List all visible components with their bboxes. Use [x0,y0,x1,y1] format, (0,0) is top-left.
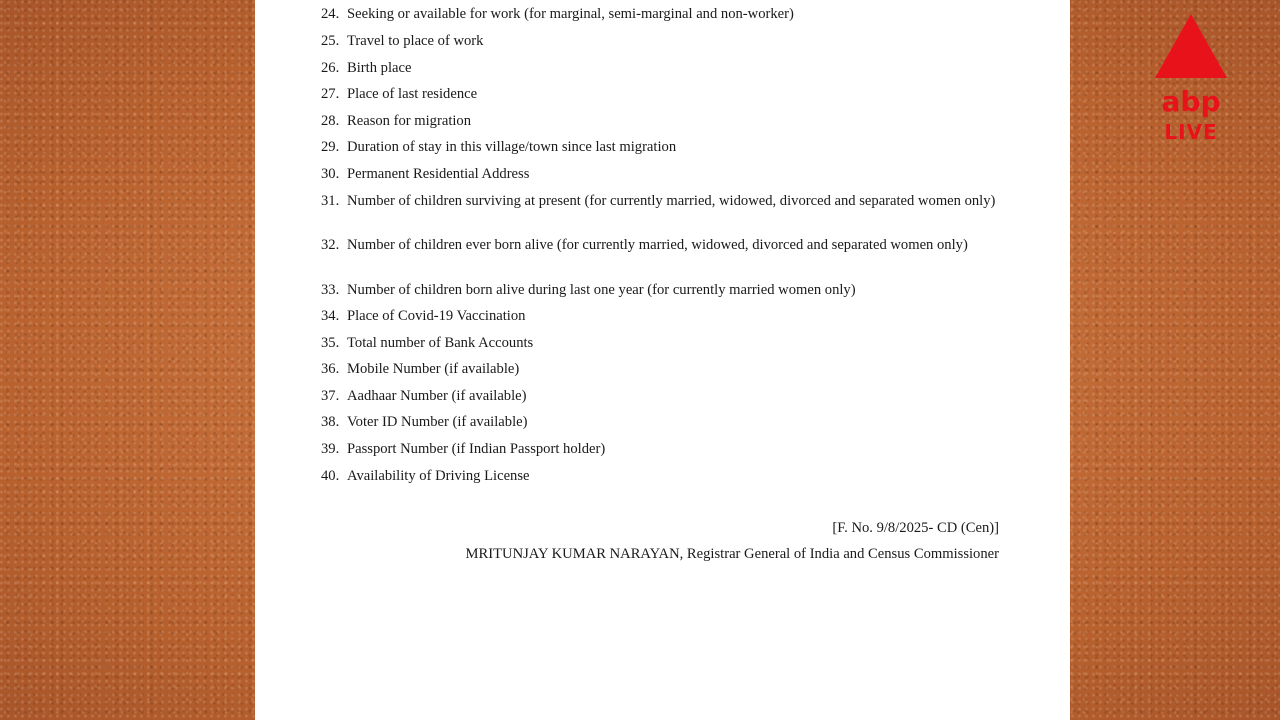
item-text: Aadhaar Number (if available) [347,388,527,404]
item-number: 34. [321,308,340,324]
item-number: 39. [321,441,340,457]
file-reference: [F. No. 9/8/2025- CD (Cen)] [832,520,999,536]
item-number: 35. [321,335,340,351]
item-number: 32. [321,237,340,253]
item-number: 30. [321,166,340,182]
item-text: Number of children ever born alive (for currently married, widowed, divorced and separated women only) [347,237,968,253]
document-page [255,0,1070,720]
item-text: Number of children born alive during last one year (for currently married women only) [347,282,856,298]
item-text: Voter ID Number (if available) [347,414,528,430]
item-number: 25. [321,33,340,49]
item-number: 31. [321,193,340,209]
signatory-line: MRITUNJAY KUMAR NARAYAN, Registrar General of India and Census Commissioner [465,546,999,562]
item-number: 24. [321,6,340,22]
list-item [321,281,1001,299]
item-number: 27. [321,86,340,102]
list-item [321,360,1001,378]
list-item [321,32,1001,50]
list-item [321,467,1001,485]
item-number: 29. [321,139,340,155]
item-number: 40. [321,468,340,484]
list-item [321,85,1001,103]
list-item [321,440,1001,458]
item-text: Duration of stay in this village/town since last migration [347,139,677,155]
list-item [321,236,1001,254]
item-number: 37. [321,388,340,404]
item-text: Travel to place of work [347,33,484,49]
item-text: Place of last residence [347,86,478,102]
logo-graphic [1150,14,1232,144]
abp-live-logo [1150,14,1232,144]
item-number: 38. [321,414,340,430]
item-text: Mobile Number (if available) [347,361,520,377]
list-item [321,5,1001,23]
item-text: Seeking or available for work (for marginal, semi-marginal and non-worker) [347,6,794,22]
item-text: Number of children surviving at present (for currently married, widowed, divorced and separated women only) [347,193,996,209]
logo-triangle-icon [1155,14,1227,78]
item-text: Availability of Driving License [347,468,530,484]
list-item [321,413,1001,431]
item-text: Place of Covid-19 Vaccination [347,308,526,324]
list-item [321,307,1001,325]
logo-live-text: LIVE [1164,120,1218,144]
item-text: Passport Number (if Indian Passport holder) [347,441,606,457]
item-text: Reason for migration [347,113,472,129]
list-item [321,138,1001,156]
item-number: 28. [321,113,340,129]
list-item [321,112,1001,130]
item-number: 33. [321,282,340,298]
list-item [321,387,1001,405]
item-number: 26. [321,60,340,76]
item-number: 36. [321,361,340,377]
item-text: Total number of Bank Accounts [347,335,534,351]
logo-abp-text: abp [1161,85,1221,118]
list-item [321,59,1001,77]
list-item [321,192,1001,210]
item-text: Permanent Residential Address [347,166,530,182]
list-item [321,334,1001,352]
item-text: Birth place [347,60,412,76]
list-item [321,165,1001,183]
